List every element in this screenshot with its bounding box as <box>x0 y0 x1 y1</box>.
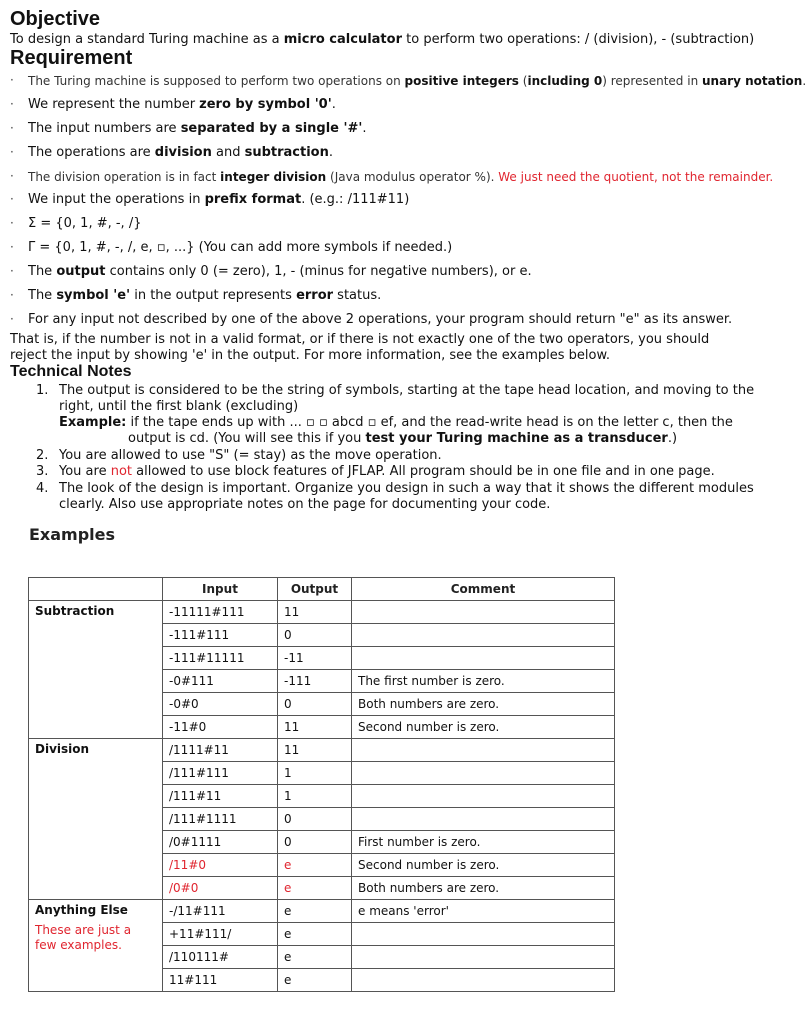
examples-heading: Examples <box>29 525 116 544</box>
comment-cell: Second number is zero. <box>352 716 615 739</box>
output-cell: e <box>278 900 352 923</box>
comment-cell <box>352 808 615 831</box>
bullet-dot: · <box>10 97 14 111</box>
output-cell: e <box>278 969 352 992</box>
comment-cell <box>352 946 615 969</box>
category-cell: Subtraction <box>29 601 163 739</box>
note-number: 3. <box>36 464 49 479</box>
bullet-dot: · <box>10 240 14 254</box>
comment-cell <box>352 601 615 624</box>
objective-text-part: To design a standard Turing machine as a <box>10 32 284 47</box>
category-cell: Anything Else These are just a few examples. <box>29 900 163 992</box>
input-cell: -11#0 <box>163 716 278 739</box>
objective-text <box>10 32 754 48</box>
comment-cell <box>352 762 615 785</box>
input-cell: -111#11111 <box>163 647 278 670</box>
requirement-item: The operations are division and subtraction. <box>28 145 334 160</box>
note-1-example-line2: output is cd. (You will see this if you test your Turing machine as a transducer.) <box>128 431 678 446</box>
output-cell: 0 <box>278 831 352 854</box>
output-cell: e <box>278 854 352 877</box>
requirement-item: The symbol 'e' in the output represents error status. <box>28 288 382 303</box>
column-header-comment: Comment <box>352 578 615 601</box>
bullet-dot: · <box>10 312 14 326</box>
note-number: 4. <box>36 481 49 496</box>
output-cell: 1 <box>278 785 352 808</box>
table-header-row <box>29 578 615 601</box>
bullet-dot: · <box>10 73 14 87</box>
output-cell: 0 <box>278 693 352 716</box>
technical-notes-heading: Technical Notes <box>10 363 132 380</box>
table-row <box>29 601 615 624</box>
comment-cell: First number is zero. <box>352 831 615 854</box>
category-cell: Division <box>29 739 163 900</box>
column-header-output: Output <box>278 578 352 601</box>
comment-cell <box>352 624 615 647</box>
requirement-item-sigma: Σ = {0, 1, #, -, /} <box>28 216 142 231</box>
bullet-dot: · <box>10 216 14 230</box>
bullet-dot: · <box>10 145 14 159</box>
requirement-item: The division operation is in fact integer division (Java modulus operator %). We just need the quotient, not the remainder. <box>28 170 774 184</box>
requirement-paragraph-line2: reject the input by showing 'e' in the output. For more information, see the examples below. <box>10 348 611 363</box>
objective-text-bold: micro calculator <box>283 32 402 47</box>
output-cell: e <box>278 946 352 969</box>
output-cell: 11 <box>278 716 352 739</box>
requirement-item: The input numbers are separated by a single '#'. <box>28 121 367 136</box>
output-cell: 11 <box>278 601 352 624</box>
requirement-item-gamma: Γ = {0, 1, #, -, /, e, ▫, ...} (You can add more symbols if needed.) <box>28 240 453 255</box>
input-cell: -/11#111 <box>163 900 278 923</box>
examples-table <box>28 577 615 992</box>
output-cell: 11 <box>278 739 352 762</box>
note-1-line1: The output is considered to be the string of symbols, starting at the tape head location, and moving to the <box>59 383 755 398</box>
comment-cell <box>352 739 615 762</box>
requirement-item: We represent the number zero by symbol '0'. <box>28 97 336 112</box>
input-cell: /1111#11 <box>163 739 278 762</box>
input-cell: /111#1111 <box>163 808 278 831</box>
note-3: You are not allowed to use block features of JFLAP. All program should be in one file and in one page. <box>59 464 715 479</box>
comment-cell: Second number is zero. <box>352 854 615 877</box>
comment-cell <box>352 923 615 946</box>
input-cell: -0#111 <box>163 670 278 693</box>
input-cell: /111#111 <box>163 762 278 785</box>
requirement-heading: Requirement <box>10 47 133 69</box>
bullet-dot: · <box>10 288 14 302</box>
input-cell: /11#0 <box>163 854 278 877</box>
note-number: 1. <box>36 383 49 398</box>
output-cell: 1 <box>278 762 352 785</box>
objective-text-part: to perform two operations: / (division), - (subtraction) <box>402 32 755 47</box>
column-header-category <box>29 578 163 601</box>
bullet-dot: · <box>10 192 14 206</box>
input-cell: /0#0 <box>163 877 278 900</box>
input-cell: 11#111 <box>163 969 278 992</box>
objective-heading: Objective <box>10 8 101 30</box>
input-cell: -111#111 <box>163 624 278 647</box>
input-cell: /0#1111 <box>163 831 278 854</box>
input-cell: /110111# <box>163 946 278 969</box>
bullet-dot: · <box>10 169 14 183</box>
comment-cell: e means 'error' <box>352 900 615 923</box>
comment-cell <box>352 785 615 808</box>
note-1-example: Example: if the tape ends up with ... ▫ ▫ abcd ▫ ef, and the read-write head is on the letter c, then the <box>59 415 733 430</box>
bullet-dot: · <box>10 264 14 278</box>
input-cell: -11111#111 <box>163 601 278 624</box>
table-row <box>29 739 615 762</box>
requirement-item: We input the operations in prefix format. (e.g.: /111#11) <box>28 192 410 207</box>
output-cell: -11 <box>278 647 352 670</box>
output-cell: 0 <box>278 624 352 647</box>
comment-cell: Both numbers are zero. <box>352 693 615 716</box>
comment-cell <box>352 969 615 992</box>
input-cell: /111#11 <box>163 785 278 808</box>
output-cell: e <box>278 923 352 946</box>
note-4-line1: The look of the design is important. Organize you design in such a way that it shows the different modules <box>59 481 754 496</box>
note-2: You are allowed to use "S" (= stay) as the move operation. <box>59 448 442 463</box>
output-cell: 0 <box>278 808 352 831</box>
requirement-item: For any input not described by one of the above 2 operations, your program should return "e" as its answer. <box>28 312 733 327</box>
bullet-dot: · <box>10 121 14 135</box>
input-cell: -0#0 <box>163 693 278 716</box>
input-cell: +11#111/ <box>163 923 278 946</box>
comment-cell: Both numbers are zero. <box>352 877 615 900</box>
note-number: 2. <box>36 448 49 463</box>
output-cell: e <box>278 877 352 900</box>
note-1-line2: right, until the first blank (excluding) <box>59 399 299 414</box>
requirement-item: The output contains only 0 (= zero), 1, - (minus for negative numbers), or e. <box>28 264 532 279</box>
column-header-input: Input <box>163 578 278 601</box>
table-row <box>29 900 615 923</box>
note-4-line2: clearly. Also use appropriate notes on the page for documenting your code. <box>59 497 551 512</box>
category-note: These are just a few examples. <box>35 923 132 952</box>
output-cell: -111 <box>278 670 352 693</box>
comment-cell: The first number is zero. <box>352 670 615 693</box>
comment-cell <box>352 647 615 670</box>
requirement-paragraph-line1: That is, if the number is not in a valid format, or if there is not exactly one of the two operators, you should <box>10 332 710 347</box>
requirement-item: The Turing machine is supposed to perform two operations on positive integers (including 0) represented in unary notation. <box>28 74 807 88</box>
